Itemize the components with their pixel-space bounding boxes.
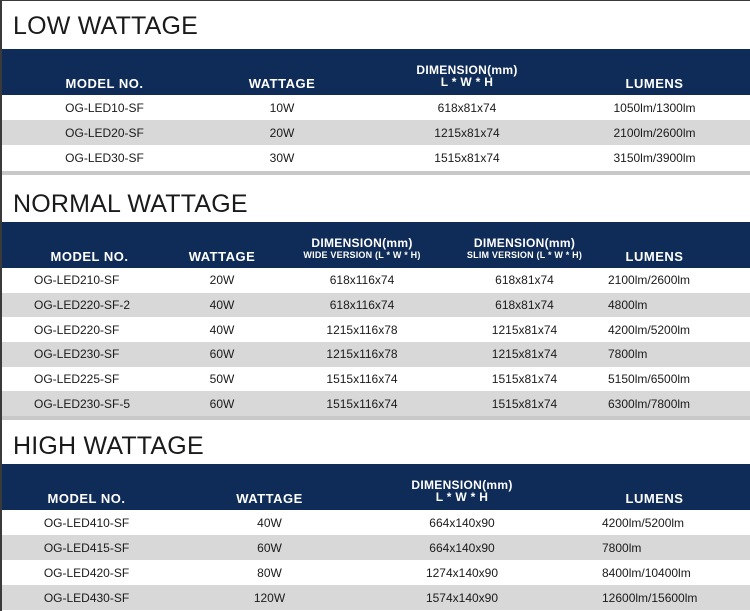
cell-dimension: 664x140x90 (429, 540, 495, 555)
cell-model: OG-LED20-SF (65, 125, 144, 140)
cell-lumens: 6300lm/7800lm (608, 396, 691, 411)
header-wattage: WATTAGE (236, 491, 303, 506)
cell-lumens: 8400lm/10400lm (602, 565, 691, 580)
cell-slim: 1515x81x74 (491, 396, 558, 411)
cell-wattage: 60W (209, 347, 235, 362)
table-row (2, 268, 750, 293)
normal-wattage-rows (2, 268, 750, 416)
header-dimension-sub: L * W * H (435, 490, 489, 504)
cell-model: OG-LED220-SF-2 (34, 298, 131, 313)
cell-wide: 1515x116x74 (326, 396, 398, 411)
cell-slim: 618x81x74 (495, 273, 554, 288)
cell-dimension: 618x81x74 (437, 100, 497, 115)
high-wattage-rows (2, 510, 750, 610)
cell-dimension: 1274x140x90 (425, 565, 499, 580)
table-row (2, 293, 750, 318)
cell-wattage: 40W (209, 298, 235, 313)
section-divider (2, 416, 750, 420)
normal-wattage-header (2, 222, 750, 268)
header-dimension-slim (452, 237, 597, 261)
header-model: MODEL NO. (50, 249, 129, 264)
cell-wattage: 30W (269, 150, 295, 165)
cell-wattage: 60W (209, 396, 235, 411)
cell-lumens: 7800lm (602, 540, 642, 555)
cell-model: OG-LED410-SF (43, 515, 130, 530)
header-dimension (382, 64, 552, 88)
header-dimension-wide-title: DIMENSION(mm) (311, 236, 413, 250)
table-row (2, 585, 750, 610)
table-row (2, 145, 750, 170)
table-row (2, 367, 750, 392)
header-dimension-title: DIMENSION(mm) (416, 63, 518, 77)
header-dimension-slim-title: DIMENSION(mm) (473, 236, 576, 250)
cell-wattage: 20W (209, 273, 235, 288)
high-wattage-title: HIGH WATTAGE (13, 432, 204, 460)
header-dimension-title: DIMENSION(mm) (411, 478, 513, 492)
table-row (2, 95, 750, 120)
header-model: MODEL NO. (65, 76, 144, 91)
header-wattage: WATTAGE (188, 249, 256, 264)
cell-slim: 1515x81x74 (491, 372, 558, 387)
cell-wattage: 80W (257, 565, 282, 580)
cell-dimension: 1215x81x74 (434, 125, 500, 140)
cell-dimension: 1574x140x90 (425, 590, 499, 605)
cell-wattage: 10W (269, 100, 295, 115)
low-wattage-title: LOW WATTAGE (13, 12, 199, 40)
section-divider (2, 171, 750, 175)
header-lumens: LUMENS (625, 249, 684, 264)
cell-model: OG-LED420-SF (43, 565, 130, 580)
table-row (2, 560, 750, 585)
cell-wattage: 120W (253, 590, 286, 605)
cell-wattage: 40W (257, 515, 282, 530)
header-dimension-slim-sub: SLIM VERSION (L * W * H) (466, 250, 583, 260)
header-wattage: WATTAGE (248, 76, 316, 91)
cell-wide: 618x116x74 (329, 298, 395, 313)
cell-slim: 1215x81x74 (491, 322, 558, 337)
cell-wattage: 60W (257, 540, 282, 555)
cell-lumens: 4200lm/5200lm (608, 322, 691, 337)
top-border (2, 0, 750, 1)
cell-model: OG-LED230-SF-5 (34, 396, 131, 411)
cell-lumens: 3150lm/3900lm (613, 150, 696, 165)
cell-lumens: 5150lm/6500lm (608, 372, 691, 387)
cell-lumens: 4800lm (608, 298, 648, 313)
high-wattage-header (2, 464, 750, 510)
cell-model: OG-LED430-SF (43, 590, 130, 605)
normal-wattage-title: NORMAL WATTAGE (13, 190, 248, 218)
cell-slim: 1215x81x74 (491, 347, 558, 362)
table-row (2, 120, 750, 145)
cell-model: OG-LED10-SF (65, 100, 144, 115)
header-lumens: LUMENS (625, 491, 684, 506)
table-row (2, 535, 750, 560)
cell-model: OG-LED225-SF (34, 372, 120, 387)
cell-dimension: 664x140x90 (429, 515, 495, 530)
cell-wattage: 50W (209, 372, 235, 387)
low-wattage-rows (2, 95, 750, 170)
table-row (2, 391, 750, 416)
cell-lumens: 2100lm/2600lm (608, 273, 691, 288)
cell-wide: 1515x116x74 (326, 372, 398, 387)
header-lumens: LUMENS (625, 76, 684, 91)
cell-lumens: 1050lm/1300lm (613, 100, 696, 115)
header-dimension-wide (287, 237, 437, 261)
cell-model: OG-LED230-SF (34, 347, 120, 362)
cell-wide: 618x116x74 (329, 273, 395, 288)
cell-wattage: 20W (269, 125, 295, 140)
cell-wide: 1215x116x78 (326, 322, 398, 337)
table-row (2, 510, 750, 535)
cell-wattage: 40W (209, 322, 235, 337)
cell-model: OG-LED220-SF (34, 322, 120, 337)
cell-wide: 1215x116x78 (326, 347, 398, 362)
cell-model: OG-LED30-SF (65, 150, 144, 165)
cell-lumens: 7800lm (608, 347, 648, 362)
header-dimension-wide-sub: WIDE VERSION (L * W * H) (303, 250, 421, 260)
cell-lumens: 4200lm/5200lm (602, 515, 685, 530)
cell-model: OG-LED210-SF (34, 273, 120, 288)
cell-dimension: 1515x81x74 (434, 150, 500, 165)
table-row (2, 317, 750, 342)
header-model: MODEL NO. (47, 491, 126, 506)
cell-lumens: 2100lm/2600lm (613, 125, 696, 140)
cell-slim: 618x81x74 (495, 298, 554, 313)
cell-model: OG-LED415-SF (43, 540, 130, 555)
header-dimension-sub: L * W * H (440, 75, 494, 89)
table-row (2, 342, 750, 367)
header-dimension (377, 479, 547, 503)
cell-lumens: 12600lm/15600lm (602, 590, 698, 605)
low-wattage-header (2, 49, 750, 95)
